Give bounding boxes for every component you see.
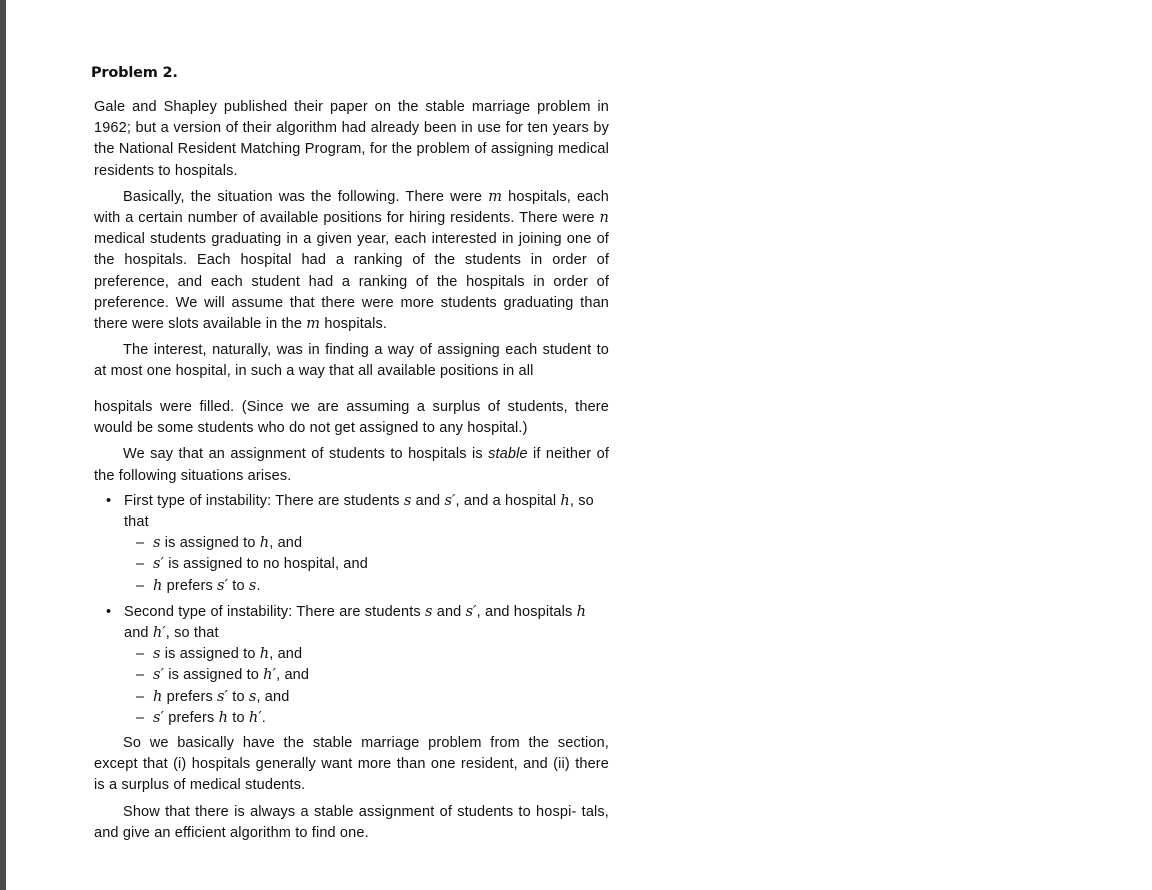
- list-item: – s is assigned to h, and: [124, 533, 609, 554]
- emphasis-stable: stable: [488, 446, 528, 463]
- first-instability-conditions: [124, 533, 609, 597]
- bullet-icon: •: [106, 603, 112, 620]
- list-item: – h prefers s′ to s.: [124, 576, 609, 597]
- dash-icon: –: [136, 667, 145, 684]
- list-item: – s′ is assigned to no hospital, and: [124, 554, 609, 575]
- bullet-icon: •: [106, 492, 112, 509]
- text-block-top: [94, 97, 609, 383]
- math-s: s: [403, 492, 412, 509]
- paragraph-task: Show that there is always a stable assignment of students to hospi- tals, and give an efficient algorithm to find one.: [94, 803, 609, 841]
- paragraph-interest: The interest, naturally, was in finding a way of assigning each student to at most one hospital, in such a way that all available positions in all: [94, 342, 609, 380]
- problem-title: Problem 2.: [91, 65, 178, 81]
- math-n: n: [599, 210, 609, 227]
- math-m: m: [306, 316, 321, 333]
- math-s-prime: s′: [444, 492, 456, 509]
- list-item: – s′ prefers h to h′.: [124, 708, 609, 729]
- paragraph-intro: Gale and Shapley published their paper on the stable marriage problem in 1962; but a version of their algorithm had already been in use for ten years by the National Resident Matching Program, for the problem of assigning medical residents to hospitals.: [94, 99, 609, 179]
- paragraph-comparison: So we basically have the stable marriage problem from the section, except that (i) hospitals generally want more than one resident, and (ii) there is a surplus of medical students.: [94, 735, 609, 794]
- dash-icon: –: [136, 709, 145, 726]
- dash-icon: –: [136, 646, 145, 663]
- second-instability-conditions: [124, 644, 609, 729]
- dash-icon: –: [136, 556, 145, 573]
- dash-icon: –: [136, 535, 145, 552]
- dash-icon: –: [136, 688, 145, 705]
- paragraph-surplus: hospitals were filled. (Since we are assuming a surplus of students, there would be some students who do not get assigned to any hospital.): [94, 399, 609, 437]
- list-item: – s′ is assigned to h′, and: [124, 665, 609, 686]
- math-h-prime: h′: [152, 625, 166, 642]
- text-block-bottom: [94, 397, 609, 844]
- math-m: m: [488, 188, 503, 205]
- instability-list: [94, 491, 609, 729]
- list-item-second-instability: • Second type of instability: There are students s and s′, and hospitals h and h′, so that – s is assigned to h, and – s′ is assigned to h′, and – h prefers s′ to s, and – s′ prefers h to h′.: [94, 602, 609, 729]
- dash-icon: –: [136, 577, 145, 594]
- math-h: h: [560, 492, 570, 509]
- paragraph-situation: Basically, the situation was the following. There were m hospitals, each with a certain number of available positions for hiring residents. There were n medical students graduating in a given year, each interested in joining one of the hospitals. Each hospital had a ranking of the students in order of preference, and each student had a ranking of the hospitals in order of preference. We will assume that there were more students graduating than there were slots available in the m hospitals.: [94, 188, 609, 333]
- list-item: – s is assigned to h, and: [124, 644, 609, 665]
- list-item: – h prefers s′ to s, and: [124, 687, 609, 708]
- list-item-first-instability: • First type of instability: There are students s and s′, and a hospital h, so that – s is assigned to h, and – s′ is assigned to no hospital, and – h prefers s′ to s.: [94, 491, 609, 597]
- paragraph-stable-definition: We say that an assignment of students to hospitals is stable if neither of the following situations arises.: [94, 446, 609, 484]
